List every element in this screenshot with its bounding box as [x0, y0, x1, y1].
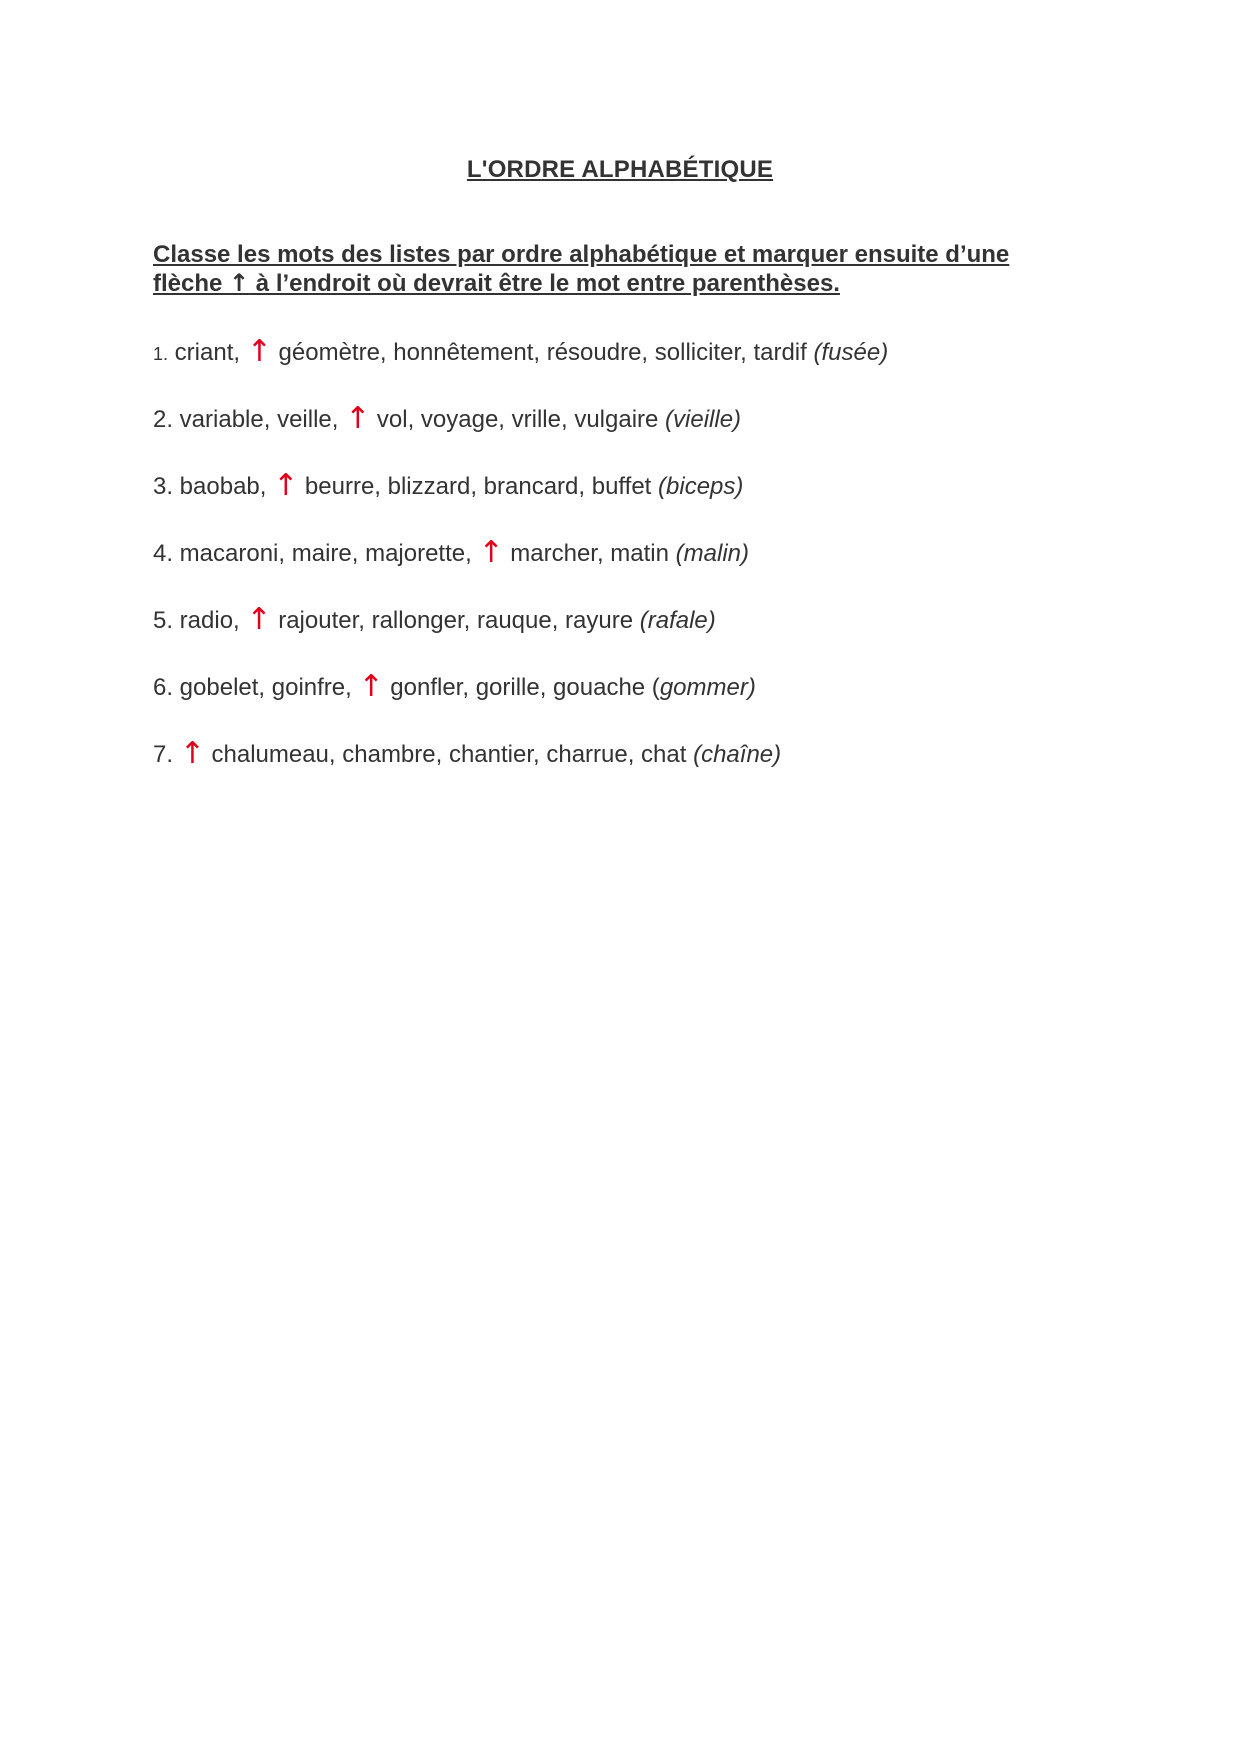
exercise-number: 7. — [153, 741, 174, 768]
exercise-words-after: géomètre, honnêtement, résoudre, solliciter, tardif — [271, 339, 814, 366]
exercise-target-word: (chaîne) — [693, 741, 782, 768]
exercise-target-word: (malin) — [675, 540, 749, 567]
exercise-words-after: marcher, matin — [503, 540, 676, 567]
exercise-target-word: (fusée) — [813, 339, 889, 366]
up-arrow-icon: ↑ — [273, 468, 299, 503]
up-arrow-icon: ↑ — [229, 269, 250, 297]
exercise-words-after: chalumeau, chambre, chantier, charrue, chat — [204, 741, 694, 768]
exercise-words-before: radio, — [173, 607, 247, 634]
instructions-line-2-end: à l’endroit où devrait être le mot entre parenthèses. — [249, 270, 840, 297]
exercise-number: 5. — [153, 607, 174, 634]
exercise-words-after: beurre, blizzard, brancard, buffet — [298, 473, 659, 500]
exercise-words-before: baobab, — [173, 473, 274, 500]
exercise-target-word: (biceps) — [658, 473, 744, 500]
exercise-number: 6. — [153, 674, 174, 701]
up-arrow-icon: ↑ — [478, 535, 504, 570]
exercise-number: 2. — [153, 406, 174, 433]
exercise-target-word: gommer) — [659, 674, 756, 701]
exercise-target-word: (rafale) — [639, 607, 716, 634]
exercise-words-before: gobelet, goinfre, — [173, 674, 359, 701]
exercise-number: 3. — [153, 473, 174, 500]
up-arrow-icon: ↑ — [345, 401, 371, 436]
exercise-item-4 — [153, 537, 1133, 604]
up-arrow-icon: ↑ — [246, 602, 272, 637]
exercise-words-after: gonfler, gorille, gouache ( — [383, 674, 660, 701]
exercise-item-6 — [153, 671, 1133, 738]
exercise-item-7 — [153, 738, 1133, 805]
exercise-words-before — [173, 741, 180, 768]
exercise-number: 4. — [153, 540, 174, 567]
instructions — [153, 241, 1093, 298]
exercise-words-before: variable, veille, — [173, 406, 346, 433]
up-arrow-icon: ↑ — [358, 669, 384, 704]
exercise-words-after: rajouter, rallonger, rauque, rayure — [271, 607, 640, 634]
exercise-words-before: macaroni, maire, majorette, — [173, 540, 479, 567]
exercise-item-2 — [153, 403, 1133, 470]
exercise-words-before: criant, — [168, 339, 247, 366]
up-arrow-icon: ↑ — [246, 334, 272, 369]
exercise-list — [153, 336, 1133, 805]
instructions-line-2-start: flèche — [153, 270, 230, 297]
instructions-line-1: Classe les mots des listes par ordre alphabétique et marquer ensuite d’une — [153, 241, 1010, 268]
exercise-item-1 — [153, 336, 1133, 403]
page-title: L'ORDRE ALPHABÉTIQUE — [466, 156, 774, 183]
exercise-item-3 — [153, 470, 1133, 537]
exercise-target-word: (vieille) — [665, 406, 742, 433]
exercise-number: 1. — [153, 344, 169, 364]
exercise-item-5 — [153, 604, 1133, 671]
exercise-words-after: vol, voyage, vrille, vulgaire — [370, 406, 666, 433]
up-arrow-icon: ↑ — [179, 736, 205, 771]
instructions-line-2 — [153, 269, 1093, 298]
